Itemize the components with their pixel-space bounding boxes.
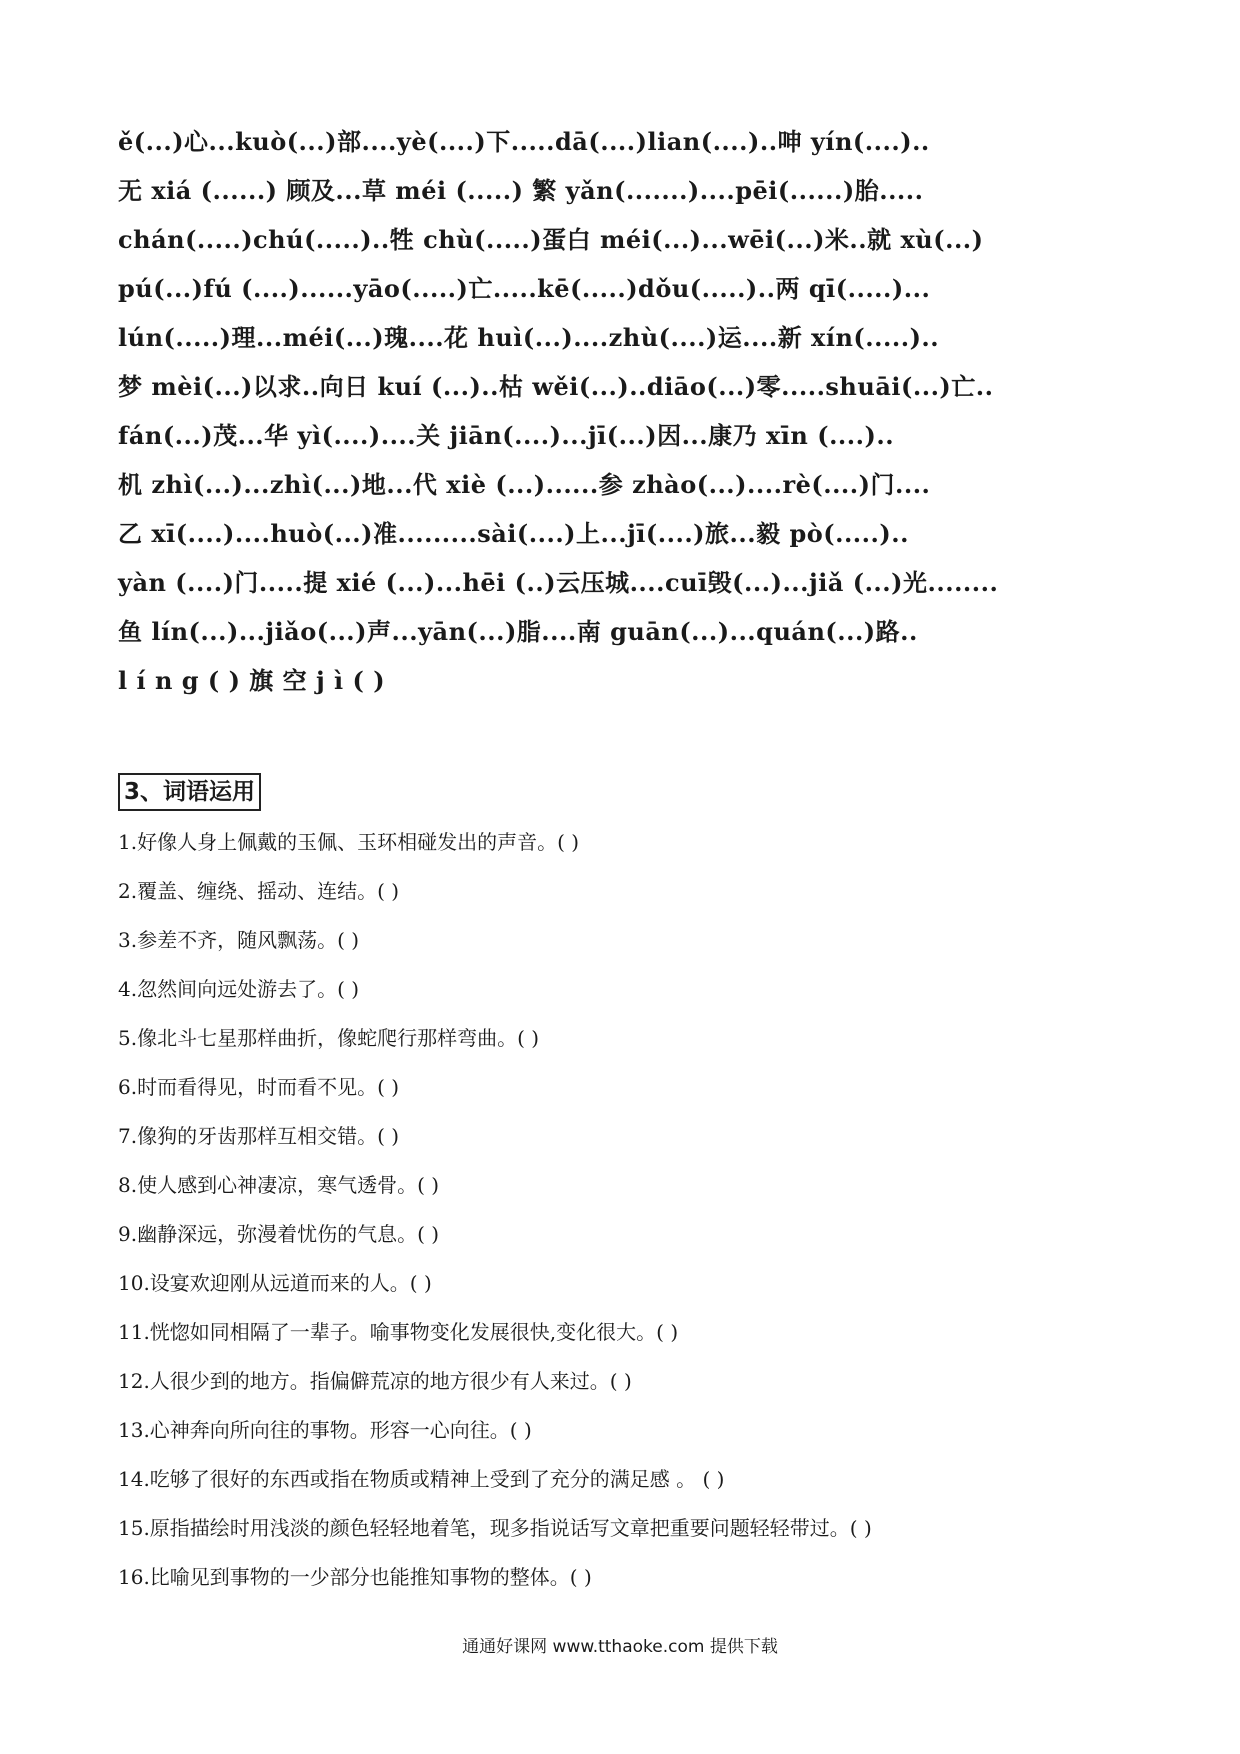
list-item: 2.覆盖、缠绕、摇动、连结。( ) <box>118 879 400 903</box>
pinyin-fill-in-section <box>118 122 1198 710</box>
pinyin-row: 机 zhì(...)...zhì(...)地...代 xiè (...)......参 zhào(...)....rè(....)门.... <box>118 470 931 499</box>
pinyin-row: l í n g ( ) 旗 空 j ì ( ) <box>118 666 386 695</box>
word-usage-list <box>118 824 1198 1608</box>
pinyin-row: lún(.....)理...méi(...)瑰....花 huì(...)....zhù(....)运....新 xín(.....).. <box>118 323 940 352</box>
pinyin-row: chán(.....)chú(.....)..牲 chù(.....)蛋白 méi(...)...wēi(...)米..就 xù(...) <box>118 225 984 254</box>
list-item: 6.时而看得见，时而看不见。( ) <box>118 1075 400 1099</box>
list-item: 10.设宴欢迎刚从远道而来的人。( ) <box>118 1271 432 1295</box>
pinyin-row: yàn (....)门.....提 xié (...)...hēi (..)云压城....cuī毁(...)...jiǎ (...)光........ <box>118 568 999 597</box>
list-item: 9.幽静深远，弥漫着忧伤的气息。( ) <box>118 1222 440 1246</box>
list-item: 15.原指描绘时用浅淡的颜色轻轻地着笔，现多指说话写文章把重要问题轻轻带过。( ) <box>118 1516 872 1540</box>
list-item: 12.人很少到的地方。指偏僻荒凉的地方很少有人来过。( ) <box>118 1369 632 1393</box>
list-item: 14.吃够了很好的东西或指在物质或精神上受到了充分的满足感 。 ( ) <box>118 1467 725 1491</box>
list-item: 11.恍惚如同相隔了一辈子。喻事物变化发展很快,变化很大。( ) <box>118 1320 679 1344</box>
list-item: 16.比喻见到事物的一少部分也能推知事物的整体。( ) <box>118 1565 592 1589</box>
section-title: 3、词语运用 <box>118 773 261 811</box>
list-item: 1.好像人身上佩戴的玉佩、玉环相碰发出的声音。( ) <box>118 830 580 854</box>
page-footer: 通通好课网 www.tthaoke.com 提供下载 <box>462 1637 778 1657</box>
pinyin-row: 鱼 lín(...)...jiǎo(...)声...yān(...)脂....南 guān(...)...quán(...)路.. <box>118 617 918 646</box>
list-item: 4.忽然间向远处游去了。( ) <box>118 977 360 1001</box>
list-item: 8.使人感到心神凄凉，寒气透骨。( ) <box>118 1173 440 1197</box>
list-item: 3.参差不齐，随风飘荡。( ) <box>118 928 360 952</box>
pinyin-row: 梦 mèi(...)以求..向日 kuí (...)..枯 wěi(...)..diāo(...)零.....shuāi(...)亡.. <box>118 372 994 401</box>
list-item: 13.心神奔向所向往的事物。形容一心向往。( ) <box>118 1418 532 1442</box>
pinyin-row: pú(...)fú (....)......yāo(.....)亡.....kē(.....)dǒu(.....)..两 qī(.....)... <box>118 274 931 303</box>
pinyin-row: ě(...)心...kuò(...)部....yè(....)下.....dā(....)lian(....)..呻 yín(....).. <box>118 127 930 156</box>
pinyin-row: fán(...)茂...华 yì(....)....关 jiān(....)...jī(...)因...康乃 xīn (....).. <box>118 421 895 450</box>
pinyin-row: 乙 xī(....)....huò(...)准.........sài(....)上...jī(....)旅...毅 pò(.....).. <box>118 519 909 548</box>
pinyin-row: 无 xiá (......) 顾及...草 méi (.....) 繁 yǎn(.......)....pēi(......)胎..... <box>118 176 924 205</box>
list-item: 7.像狗的牙齿那样互相交错。( ) <box>118 1124 400 1148</box>
list-item: 5.像北斗七星那样曲折，像蛇爬行那样弯曲。( ) <box>118 1026 540 1050</box>
